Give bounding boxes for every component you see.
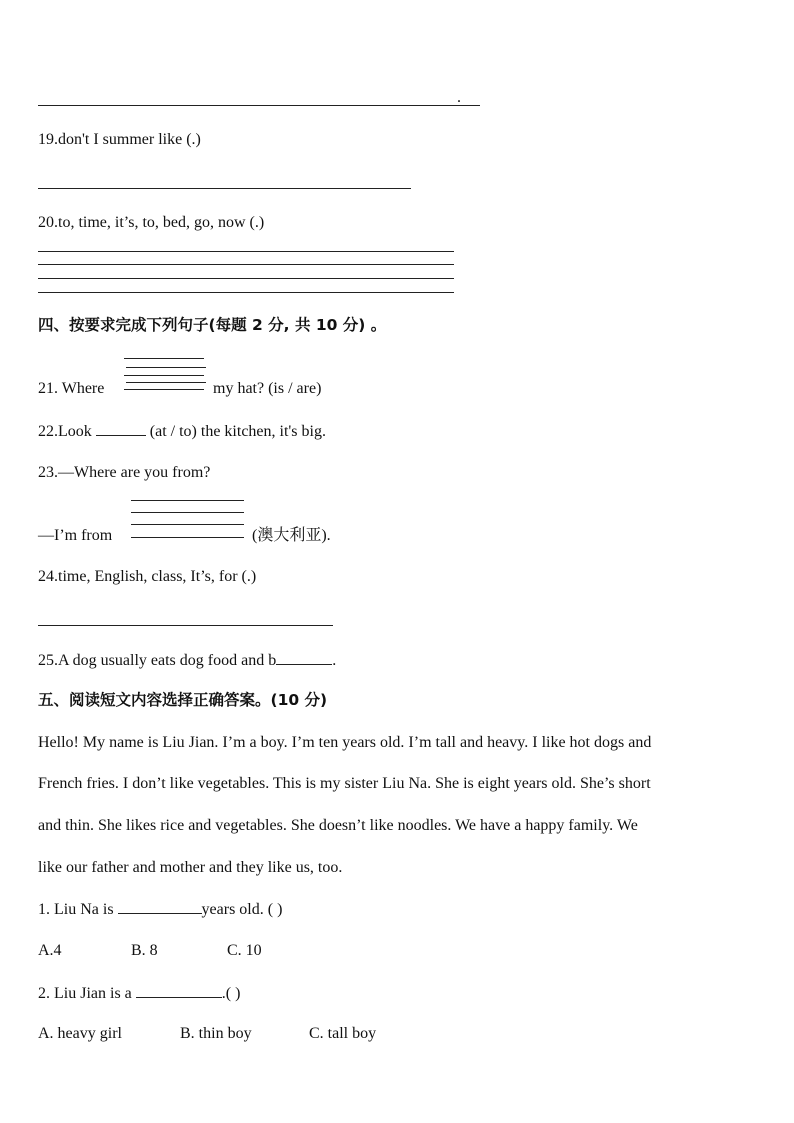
passage-line-3: and thin. She likes rice and vegetables. She doesn’t like noodles. We have a happy family. We [38,817,638,834]
rq1-options [38,941,262,961]
q24-answer-line[interactable] [38,625,333,626]
rq1-option-c[interactable]: C. 10 [227,942,262,959]
q20-answer-line-2 [38,264,454,265]
rq1-suffix: years old. ( ) [201,901,283,918]
rq2-answer-blank[interactable] [136,983,222,998]
q23-answer-suffix: (澳大利亚). [252,527,331,544]
rq1-line [38,899,282,920]
passage-line-4: like our father and mother and they like us, too. [38,859,343,876]
q21-prefix: 21. Where [38,380,105,397]
section4-heading: 四、按要求完成下列句子(每题 2 分, 共 10 分) 。 [38,316,387,334]
q19-answer-line[interactable] [38,188,411,189]
q25-prefix: 25.A dog usually eats dog food and b [38,652,277,669]
q25-answer-blank[interactable] [276,650,332,665]
q22-answer-blank[interactable] [96,421,146,436]
q25-suffix: . [332,652,337,669]
q22-line [38,421,326,442]
q22-suffix: (at / to) the kitchen, it's big. [149,423,326,440]
q23-question: 23.—Where are you from? [38,464,211,481]
passage-line-1: Hello! My name is Liu Jian. I’m a boy. I’m ten years old. I’m tall and heavy. I like hot dogs and [38,734,652,751]
q19-text: 19.don't I summer like (.) [38,131,201,148]
q24-text: 24.time, English, class, It’s, for (.) [38,568,257,585]
q20-text: 20.to, time, it’s, to, bed, go, now (.) [38,214,265,231]
q22-prefix: 22.Look [38,423,92,440]
q18-answer-line[interactable] [38,105,480,106]
q20-answer-line-1[interactable] [38,251,454,252]
rq2-options [38,1024,376,1044]
rq2-suffix: .( ) [221,985,241,1002]
rq2-option-b[interactable]: B. thin boy [180,1025,252,1042]
rq2-option-a[interactable]: A. heavy girl [38,1025,122,1042]
rq1-answer-blank[interactable] [118,899,202,914]
rq1-option-a[interactable]: A.4 [38,942,62,959]
q20-answer-line-3 [38,278,454,279]
section5-heading: 五、阅读短文内容选择正确答案。(10 分) [38,691,328,709]
passage-line-2: French fries. I don’t like vegetables. This is my sister Liu Na. She is eight years old. She’s short [38,775,651,792]
rq1-option-b[interactable]: B. 8 [131,942,158,959]
q18-end-mark: . [457,89,461,106]
q20-answer-line-4 [38,292,454,293]
q23-answer-prefix: —I’m from [38,527,113,544]
rq2-option-c[interactable]: C. tall boy [309,1025,377,1042]
q21-answer-blank[interactable] [124,358,206,392]
q21-suffix: my hat? (is / are) [213,380,322,397]
q25-line [38,650,336,671]
rq1-prefix: 1. Liu Na is [38,901,114,918]
rq2-line [38,983,240,1004]
rq2-prefix: 2. Liu Jian is a [38,985,132,1002]
q23-answer-blank[interactable] [131,500,245,540]
